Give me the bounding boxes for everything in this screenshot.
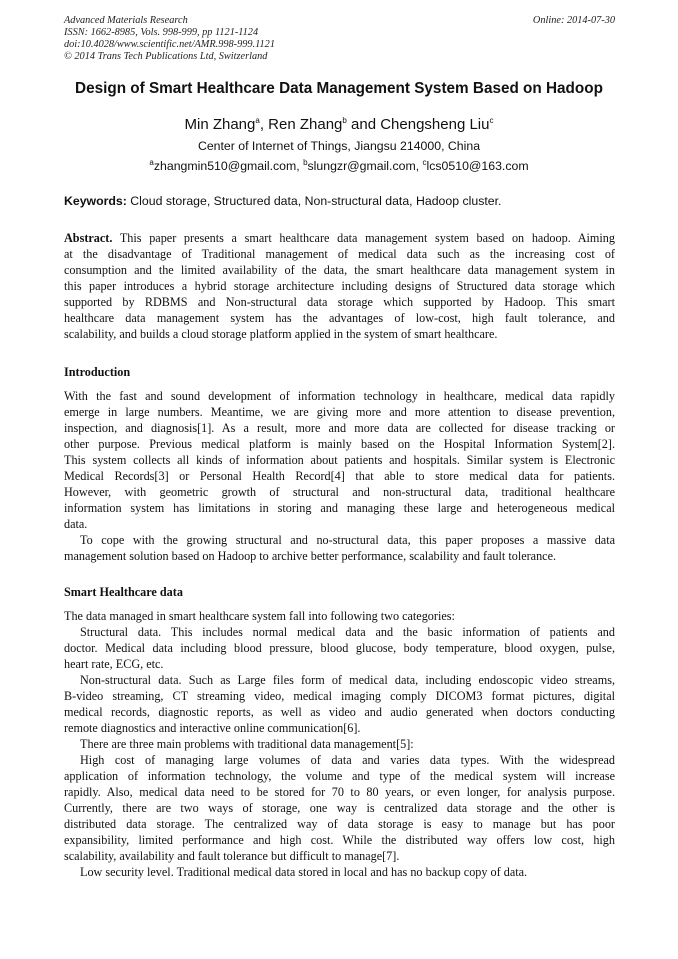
abstract-line — [64, 262, 615, 278]
email-separator: , — [415, 159, 423, 173]
paragraph-line: The data managed in smart healthcare system fall into following two categories: — [64, 609, 455, 623]
paragraph-line: medical records, diagnostic reports, as well as video and audio generated when doctors conducting — [64, 705, 615, 719]
author-separator: and — [346, 116, 381, 133]
abstract-line — [64, 246, 615, 262]
paragraph-line: expansibility, limited performance and high cost. While the distributed way offers low cost, high — [64, 833, 615, 847]
paper-title: Design of Smart Healthcare Data Management System Based on Hadoop — [75, 80, 603, 97]
abstract-line — [64, 294, 615, 310]
paragraph-line: rapidly. Also, medical data need to be stored for 70 to 80 years, or even longer, for analysis purpose. — [64, 785, 615, 799]
paragraph-line: inspection, and diagnosis[1]. As a result, more and more data are collected for disease tracking or — [64, 421, 615, 435]
email-address: lcs0510@163.com — [426, 159, 529, 173]
abstract-line — [64, 310, 615, 326]
abstract — [64, 230, 615, 342]
abstract-text: scalability, and builds a cloud storage platform applied in the system of smart healthcare. — [64, 327, 498, 341]
author-name: Min Zhang — [184, 116, 256, 133]
paragraph-line: distributed data storage. The centralized way of data storage is easy to manage but has poor — [64, 817, 615, 831]
email-mark: b — [303, 158, 308, 167]
heading-spacer — [64, 600, 615, 608]
paragraph-line: data. — [64, 517, 88, 531]
email-mark: c — [422, 158, 427, 167]
paragraph-line: Medical Records[3] or Personal Health Record[4] that able to store medical data for patients. — [64, 469, 615, 483]
keywords — [64, 194, 501, 208]
paragraph-line: doctor. Medical data including blood pressure, blood glucose, body temperature, blood oxygen, pulse, — [64, 641, 615, 655]
paragraph-line: Low security level. Traditional medical data stored in local and has no backup copy of data. — [80, 865, 528, 879]
paragraph-line: However, with geometric growth of structural and non-structural data, traditional healthcare — [64, 485, 615, 499]
paragraph-line: Non-structural data. Such as Large files form of medical data, including endoscopic video streams, — [80, 673, 615, 687]
paragraph-line: remote diagnostics and interactive online communication[6]. — [64, 721, 361, 735]
abstract-text: consumption and the limited availability of the data, the smart healthcare data management system in — [64, 263, 615, 277]
author-list — [0, 116, 678, 133]
abstract-text: at the disadvantage of Traditional management of medical data such as the increasing cost of — [64, 247, 615, 261]
section-introduction — [64, 364, 615, 564]
abstract-line — [64, 230, 615, 246]
email-separator: , — [296, 159, 304, 173]
abstract-line — [64, 278, 615, 294]
journal-header — [64, 15, 615, 63]
paragraph-line: other purpose. Previous medical platform is mainly based on the Hospital Information System[2]. — [64, 437, 615, 451]
paragraph-line: management solution based on Hadoop to archive better performance, scalability and fault tolerance. — [64, 549, 557, 563]
paragraph-line: High cost of managing large volumes of data and varies data types. With the widespread — [80, 753, 615, 767]
abstract-text: healthcare data management system has the advantages of low-cost, high fault tolerance, and — [64, 311, 615, 325]
keywords-text: Cloud storage, Structured data, Non-structural data, Hadoop cluster. — [126, 194, 502, 208]
abstract-text: this paper introduces a hybrid storage architecture including designs of Structured data storage which — [64, 279, 615, 293]
section-heading: Smart Healthcare data — [64, 585, 183, 599]
author-separator: , — [259, 116, 269, 133]
author-affiliation-mark: a — [255, 116, 260, 125]
author-name: Chengsheng Liu — [380, 116, 490, 133]
paragraph-line: heart rate, ECG, etc. — [64, 657, 164, 671]
copyright: © 2014 Trans Tech Publications Ltd, Switzerland — [64, 51, 268, 62]
affiliation: Center of Internet of Things, Jiangsu 214000, China — [197, 139, 481, 153]
email-address: slungzr@gmail.com — [307, 159, 416, 173]
heading-spacer — [64, 380, 615, 388]
doi: doi:10.4028/www.scientific.net/AMR.998-999.1121 — [64, 39, 275, 50]
abstract-line — [64, 326, 615, 342]
author-affiliation-mark: b — [342, 116, 347, 125]
keywords-label: Keywords: — [64, 194, 127, 208]
abstract-label: Abstract. — [64, 231, 113, 245]
paragraph-line: B-video streaming, CT streaming video, medical imaging comply DICOM3 format pictures, digital — [64, 689, 615, 703]
email-list — [0, 159, 678, 173]
abstract-text: This paper presents a smart healthcare data management system based on hadoop. Aiming — [112, 231, 615, 245]
section-heading: Introduction — [64, 365, 131, 379]
paragraph-line: Structural data. This includes normal medical data and the basic information of patients and — [80, 625, 615, 639]
online-date: Online: 2014-07-30 — [532, 15, 615, 26]
issn: ISSN: 1662-8985, Vols. 998-999, pp 1121-1124 — [64, 27, 259, 38]
author-name: Ren Zhang — [268, 116, 343, 133]
paragraph-line: To cope with the growing structural and no-structural data, this paper proposes a massive data — [80, 533, 615, 547]
paragraph-line: scalability, availability and fault tolerance but difficult to manage[7]. — [64, 849, 400, 863]
paragraph-line: Currently, there are two ways of storage, one way is centralized data storage and the other is — [64, 801, 615, 815]
paragraph-line: application of information technology, the volume and type of the medical system will increase — [64, 769, 615, 783]
paragraph-line: There are three main problems with traditional data management[5]: — [80, 737, 414, 751]
section-smart-healthcare-data — [64, 584, 615, 880]
journal-name: Advanced Materials Research — [64, 15, 188, 26]
paragraph-line: This system collects all kinds of information about patients and hospitals. Similar system is Electronic — [64, 453, 615, 467]
email-address: zhangmin510@gmail.com — [153, 159, 297, 173]
author-affiliation-mark: c — [489, 116, 494, 125]
email-mark: a — [149, 158, 154, 167]
paragraph-line: information system has limitations in storing and managing these large and heterogeneous medical — [64, 501, 615, 515]
paragraph-line: With the fast and sound development of information technology in healthcare, medical data rapidly — [64, 389, 615, 403]
paragraph-line: emerge in large numbers. Meantime, we are giving more and more attention to disease prevention, — [64, 405, 615, 419]
abstract-text: supported by RDBMS and Non-structural data storage which supported by Hadoop. This smart — [64, 295, 615, 309]
